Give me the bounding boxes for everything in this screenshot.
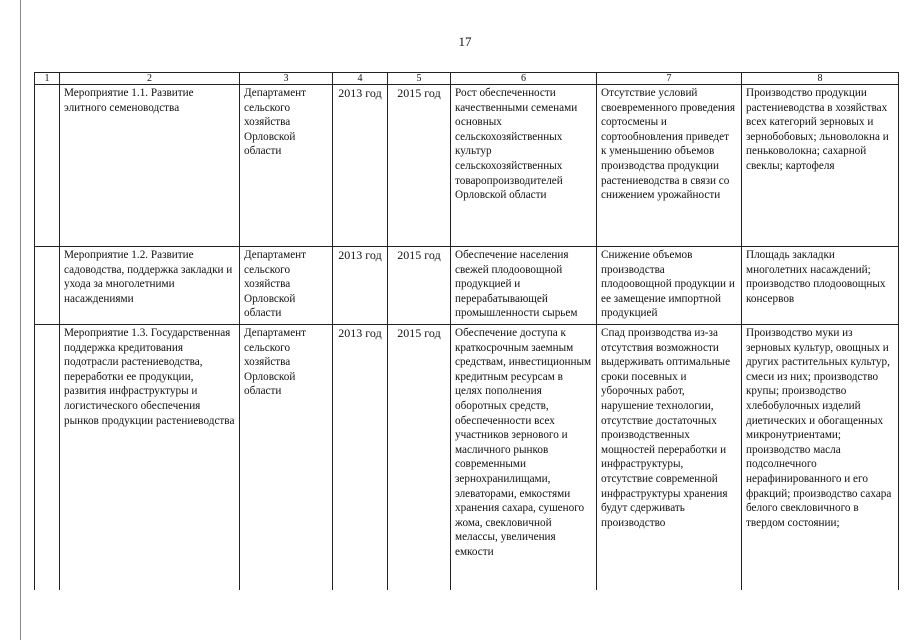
start-year-cell: 2013 год <box>333 247 388 325</box>
result-cell: Обеспечение населения свежей плодоовощной продукцией и перерабатывающей промышленности сырьем <box>451 247 597 325</box>
column-number: 4 <box>333 73 388 85</box>
measure-cell: Мероприятие 1.2. Развитие садоводства, поддержка закладки и ухода за многолетними насаждениями <box>60 247 240 325</box>
consequences-cell: Отсутствие условий своевременного проведения сортосмены и сортообновления приведет к уменьшению объемов производства продукции растениеводства в связи со снижением урожайности <box>597 85 742 247</box>
table-row <box>35 247 899 325</box>
executor-cell: Департамент сельского хозяйства Орловской области <box>240 85 333 247</box>
column-number: 3 <box>240 73 333 85</box>
column-number: 6 <box>451 73 597 85</box>
executor-cell: Департамент сельского хозяйства Орловской области <box>240 247 333 325</box>
table-row <box>35 325 899 591</box>
row-number-cell <box>35 85 60 247</box>
result-cell: Обеспечение доступа к краткосрочным заемным средствам, инвестиционным кредитным ресурсам в целях пополнения оборотных средств, обеспеченности всех участников зернового и масличного рынков современными зернохранилищами, элеваторами, емкостями хранения сахара, сушеного жома, свекловичной мелассы, увеличения емкости <box>451 325 597 591</box>
column-number: 7 <box>597 73 742 85</box>
consequences-cell: Спад производства из-за отсутствия возможности выдерживать оптимальные сроки посевных и уборочных работ, нарушение технологии, отсутствие достаточных производственных мощностей переработки и инфраструктуры, отсутствие современной инфраструктуры хранения будут сдерживать производство <box>597 325 742 591</box>
measures-table <box>34 72 899 590</box>
result-cell: Рост обеспеченности качественными семенами основных сельскохозяйственных культур сельскохозяйственных товаропроизводителей Орловской области <box>451 85 597 247</box>
consequences-cell: Снижение объемов производства плодоовощной продукции и ее замещение импортной продукцией <box>597 247 742 325</box>
indicators-cell: Производство муки из зерновых культур, овощных и других растительных культур, смеси из них; производство крупы; производство хлебобулочных изделий диетических и обогащенных микронутриентами; производство масла подсолнечного нерафинированного и его фракций; производство сахара белого свекловичного в твердом состоянии; <box>742 325 899 591</box>
table-row <box>35 85 899 247</box>
page-number: 17 <box>458 34 472 49</box>
scan-edge-line <box>20 0 21 640</box>
column-number: 8 <box>742 73 899 85</box>
end-year-cell: 2015 год <box>388 325 451 591</box>
executor-cell: Департамент сельского хозяйства Орловской области <box>240 325 333 591</box>
row-number-cell <box>35 247 60 325</box>
end-year-cell: 2015 год <box>388 85 451 247</box>
row-number-cell <box>35 325 60 591</box>
indicators-cell: Площадь закладки многолетних насаждений; производство плодоовощных консервов <box>742 247 899 325</box>
start-year-cell: 2013 год <box>333 85 388 247</box>
measure-cell: Мероприятие 1.3. Государственная поддержка кредитования подотрасли растениеводства, переработки ее продукции, развития инфраструктуры и логистического обеспечения рынков продукции растениеводства <box>60 325 240 591</box>
column-number: 1 <box>35 73 60 85</box>
indicators-cell: Производство продукции растениеводства в хозяйствах всех категорий зерновых и зернобобовых; льноволокна и пеньковолокна; сахарной свеклы; картофеля <box>742 85 899 247</box>
column-number: 5 <box>388 73 451 85</box>
column-number: 2 <box>60 73 240 85</box>
measure-cell: Мероприятие 1.1. Развитие элитного семеноводства <box>60 85 240 247</box>
end-year-cell: 2015 год <box>388 247 451 325</box>
start-year-cell: 2013 год <box>333 325 388 591</box>
column-number-row <box>35 73 899 85</box>
